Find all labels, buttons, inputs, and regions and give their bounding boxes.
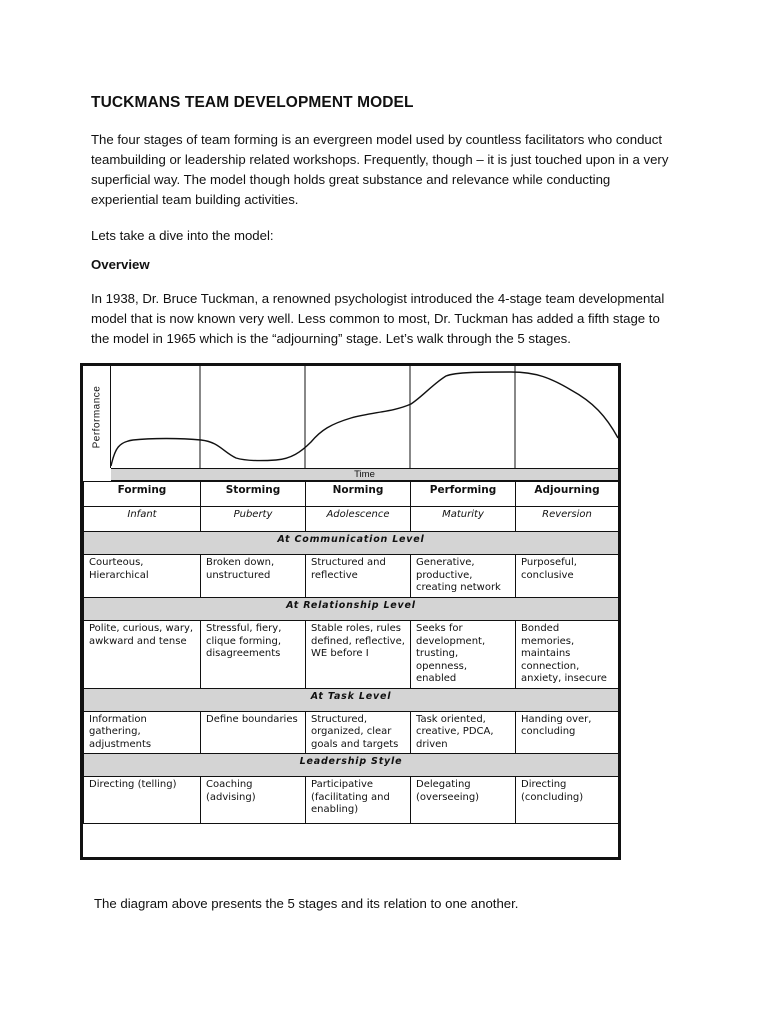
- intro-paragraph: The four stages of team forming is an evergreen model used by countless facilitators who conduct teambuilding or leadership related workshops. Frequently, though – it is just touched upon in a very superficial way. The model though holds great substance and relevance while conducting experiential team building activities.: [91, 132, 669, 207]
- phase-adolescence: Adolescence: [306, 507, 411, 532]
- overview-heading: Overview: [91, 257, 150, 272]
- performance-graph: [83, 366, 618, 481]
- communication-row: [84, 555, 619, 598]
- y-axis-label: [83, 366, 111, 468]
- table-cell: Generative, productive, creating network: [411, 555, 516, 598]
- y-axis-label-text: Performance: [91, 385, 102, 449]
- table-cell: Seeks for development, trusting, openness, enabled: [411, 621, 516, 689]
- stage-forming: Forming: [84, 482, 201, 507]
- table-cell: Directing (telling): [84, 777, 201, 824]
- relationship-section-title: At Relationship Level: [84, 598, 619, 621]
- leadership-section-title: Leadership Style: [84, 754, 619, 777]
- performance-curve: [111, 366, 618, 468]
- table-cell: Task oriented, creative, PDCA, driven: [411, 711, 516, 754]
- diagram-caption: The diagram above presents the 5 stages and its relation to one another.: [94, 896, 519, 911]
- section-header-row: [84, 598, 619, 621]
- phase-infant: Infant: [84, 507, 201, 532]
- performance-line: [111, 372, 618, 466]
- table-cell: Information gathering, adjustments: [84, 711, 201, 754]
- communication-section-title: At Communication Level: [84, 532, 619, 555]
- relationship-row: [84, 621, 619, 689]
- stage-adjourning: Adjourning: [516, 482, 619, 507]
- table-cell: Polite, curious, wary, awkward and tense: [84, 621, 201, 689]
- table-cell: Courteous, Hierarchical: [84, 555, 201, 598]
- table-cell: Broken down, unstructured: [201, 555, 306, 598]
- table-cell: Handing over, concluding: [516, 711, 619, 754]
- table-cell: Define boundaries: [201, 711, 306, 754]
- stage-name-row: [84, 482, 619, 507]
- task-section-title: At Task Level: [84, 688, 619, 711]
- table-cell: Directing (concluding): [516, 777, 619, 824]
- overview-paragraph: In 1938, Dr. Bruce Tuckman, a renowned psychologist introduced the 4-stage team developmental model that is now known very well. Less common to most, Dr. Tuckman has added a fifth stage to the model in 1965 which is the “adjourning” stage. Let’s walk through the 5 stages.: [91, 291, 665, 346]
- table-cell: Stressful, fiery, clique forming, disagreements: [201, 621, 306, 689]
- table-cell: Stable roles, rules defined, reflective, WE before I: [306, 621, 411, 689]
- section-header-row: [84, 754, 619, 777]
- stages-table: [83, 481, 619, 824]
- x-axis-label: Time: [354, 469, 375, 480]
- phase-maturity: Maturity: [411, 507, 516, 532]
- phase-reversion: Reversion: [516, 507, 619, 532]
- table-cell: Purposeful, conclusive: [516, 555, 619, 598]
- table-cell: Structured and reflective: [306, 555, 411, 598]
- table-cell: Participative (facilitating and enabling): [306, 777, 411, 824]
- document-title: TUCKMANS TEAM DEVELOPMENT MODEL: [91, 94, 414, 111]
- stage-phase-row: [84, 507, 619, 532]
- time-axis-bar: [111, 468, 618, 481]
- leadership-row: [84, 777, 619, 824]
- stage-performing: Performing: [411, 482, 516, 507]
- tuckman-diagram: [80, 363, 621, 860]
- task-row: [84, 711, 619, 754]
- stage-norming: Norming: [306, 482, 411, 507]
- table-cell: Delegating (overseeing): [411, 777, 516, 824]
- table-cell: Bonded memories, maintains connection, anxiety, insecure: [516, 621, 619, 689]
- section-header-row: [84, 532, 619, 555]
- section-header-row: [84, 688, 619, 711]
- dive-paragraph: Lets take a dive into the model:: [91, 228, 274, 243]
- table-cell: Structured, organized, clear goals and targets: [306, 711, 411, 754]
- stage-storming: Storming: [201, 482, 306, 507]
- table-cell: Coaching (advising): [201, 777, 306, 824]
- phase-puberty: Puberty: [201, 507, 306, 532]
